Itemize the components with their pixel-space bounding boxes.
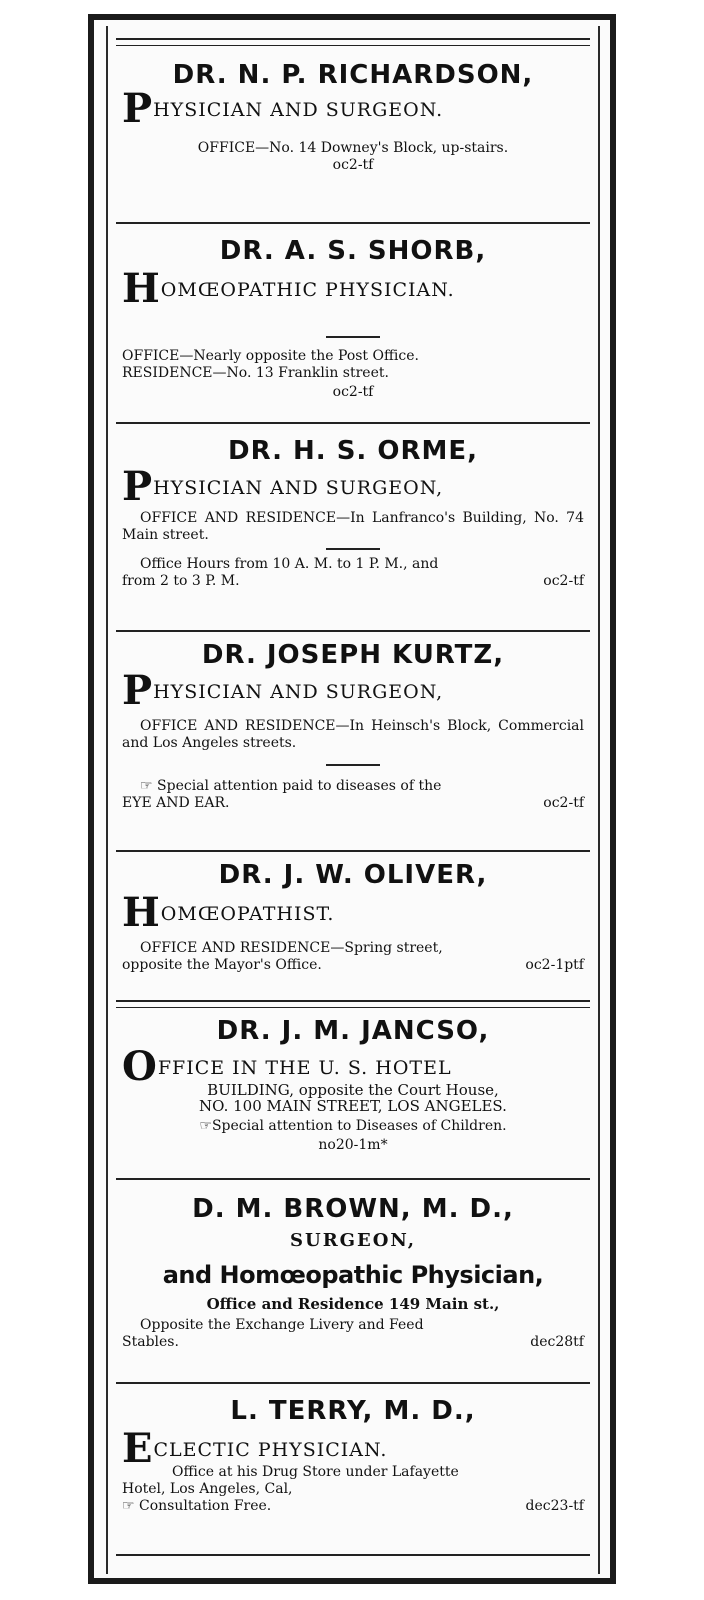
ad-consult-row: ☞ Consultation Free. dec23-tf — [122, 1498, 584, 1514]
ad-name: DR. H. S. ORME, — [228, 436, 478, 466]
advertisement-column — [106, 26, 600, 1574]
divider — [116, 222, 590, 224]
ad-office: OFFICE AND RESIDENCE—Spring street, — [140, 940, 443, 956]
ad-title: PHYSICIAN AND SURGEON, — [122, 463, 444, 510]
ad-office: OFFICE AND RESIDENCE—In Lanfranco's Building, No. 74 Main street. — [122, 510, 584, 543]
ad-title: OFFICE IN THE U. S. HOTEL — [122, 1043, 452, 1090]
ad-name: D. M. BROWN, M. D., — [192, 1194, 514, 1224]
divider — [116, 1000, 590, 1008]
divider — [116, 850, 590, 852]
ad-office: Office and Residence 149 Main st., — [206, 1295, 500, 1313]
pointing-hand-icon: ☞ — [199, 1118, 212, 1134]
ad-shorb — [122, 236, 584, 400]
ad-title: HOMŒOPATHIST. — [122, 889, 335, 936]
divider — [116, 1178, 590, 1180]
ad-hours-row: from 2 to 3 P. M. oc2-tf — [122, 573, 584, 589]
ad-oliver — [122, 860, 584, 974]
ad-surgeon: SURGEON, — [290, 1230, 416, 1251]
ad-code: no20-1m* — [318, 1137, 388, 1153]
divider — [116, 630, 590, 632]
ad-office: OFFICE—Nearly opposite the Post Office. — [122, 348, 419, 364]
ad-code: oc2-tf — [332, 157, 374, 173]
ad-line-3: NO. 100 MAIN STREET, LOS ANGELES. — [199, 1097, 507, 1115]
divider — [116, 422, 590, 424]
ad-name: DR. JOSEPH KURTZ, — [201, 640, 505, 670]
pointing-hand-icon: ☞ — [140, 778, 153, 794]
ad-name: DR. J. M. JANCSO, — [216, 1016, 490, 1046]
ad-subtitle: and Homœopathic Physician, — [162, 1261, 544, 1289]
ad-title: HOMŒOPATHIC PHYSICIAN. — [122, 265, 455, 312]
ad-office-2: Hotel, Los Angeles, Cal, — [122, 1481, 293, 1497]
ad-office: OFFICE—No. 14 Downey's Block, up-stairs. — [197, 140, 509, 156]
ad-title: PHYSICIAN AND SURGEON. — [122, 85, 444, 132]
newspaper-clipping-frame — [88, 14, 616, 1584]
short-rule — [326, 548, 380, 550]
ad-title: ECLECTIC PHYSICIAN. — [122, 1425, 388, 1472]
ad-hours: Office Hours from 10 A. M. to 1 P. M., and — [140, 556, 439, 572]
ad-office-row: opposite the Mayor's Office. oc2-1ptf — [122, 957, 584, 973]
ad-brown — [122, 1194, 584, 1351]
divider — [116, 1382, 590, 1384]
ad-jancso — [122, 1016, 584, 1153]
pointing-hand-icon: ☞ — [122, 1498, 135, 1514]
ad-kurtz — [122, 640, 584, 812]
ad-terry — [122, 1396, 584, 1515]
ad-line-2: BUILDING, opposite the Court House, — [207, 1081, 499, 1099]
ad-name: L. TERRY, M. D., — [230, 1396, 476, 1426]
ad-office: OFFICE AND RESIDENCE—In Heinsch's Block, Commercial and Los Angeles streets. — [122, 718, 584, 751]
ad-opposite-row: Stables. dec28tf — [122, 1334, 584, 1350]
ad-name: DR. N. P. RICHARDSON, — [172, 60, 534, 90]
ad-richardson — [122, 60, 584, 173]
ad-name: DR. J. W. OLIVER, — [218, 860, 488, 890]
ad-special-row: EYE AND EAR. oc2-tf — [122, 795, 584, 811]
top-double-rule — [116, 38, 590, 46]
ad-code: oc2-tf — [332, 384, 374, 400]
ad-name: DR. A. S. SHORB, — [219, 236, 487, 266]
ad-opposite: Opposite the Exchange Livery and Feed — [140, 1317, 424, 1333]
bottom-rule — [116, 1554, 590, 1556]
ad-special: ☞ Special attention paid to diseases of the — [140, 778, 442, 794]
ad-title: PHYSICIAN AND SURGEON, — [122, 667, 444, 714]
ad-special: ☞Special attention to Diseases of Children. — [199, 1118, 507, 1134]
ad-orme — [122, 436, 584, 590]
ad-residence: RESIDENCE—No. 13 Franklin street. — [122, 365, 389, 381]
short-rule — [326, 336, 380, 338]
short-rule — [326, 764, 380, 766]
ad-office: Office at his Drug Store under Lafayette — [172, 1464, 459, 1480]
